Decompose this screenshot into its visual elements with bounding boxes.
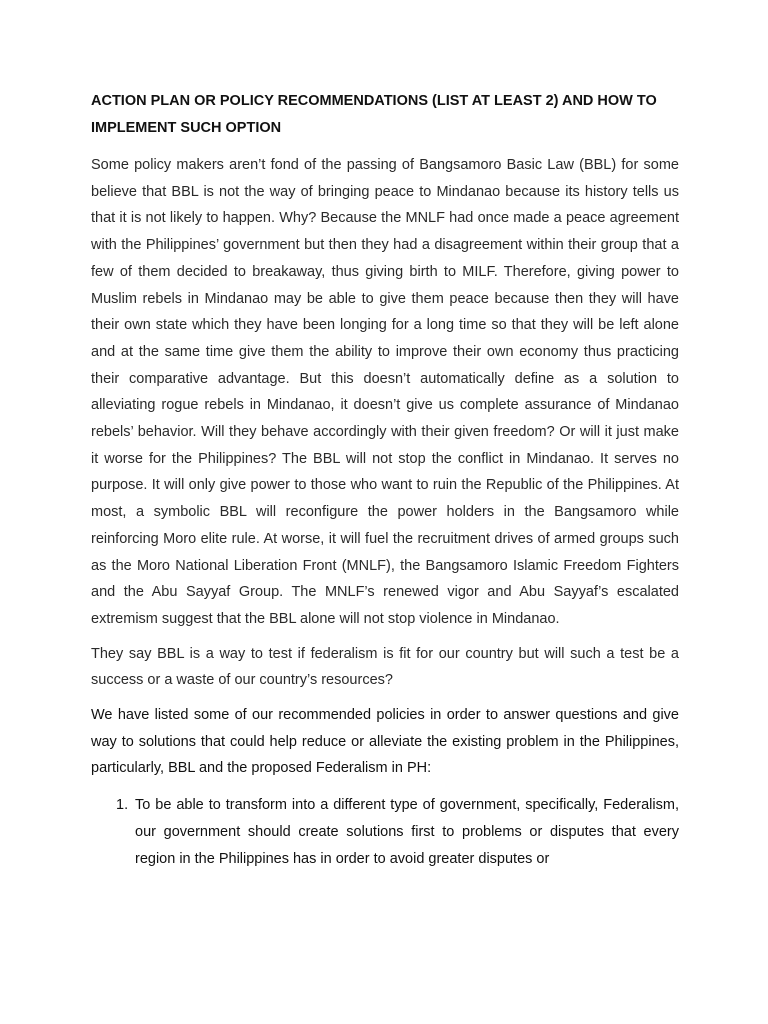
list-item-number: 1. bbox=[116, 797, 129, 814]
paragraph-recommendations-intro: We have listed some of our recommended policies in order to answer questions and give way to solutions that could help reduce or alleviate the existing problem in the Philippines, particularly, BBL and the proposed Federalism in PH: bbox=[91, 707, 679, 777]
document-page bbox=[91, 88, 679, 872]
paragraph-bbl-background: Some policy makers aren’t fond of the passing of Bangsamoro Basic Law (BBL) for some believe that BBL is not the way of bringing peace to Mindanao because its history tells us that it is not likely to happen. Why? Because the MNLF had once made a peace agreement with the Philippines’ government but then they had a disagreement within their group that a few of them decided to breakaway, thus giving birth to MILF. Therefore, giving power to Muslim rebels in Mindanao may be able to give them peace because then they will have their own state which they have been longing for a long time so that they will be left alone and at the same time give them the ability to improve their own economy thus practicing their comparative advantage. But this doesn’t automatically define as a solution to alleviating rogue rebels in Mindanao, it doesn’t give us complete assurance of Mindanao rebels’ behavior. Will they behave accordingly with their given freedom? Or will it just make it worse for the Philippines? The BBL will not stop the conflict in Mindanao. It serves no purpose. It will only give power to those who want to ruin the Republic of the Philippines. At most, a symbolic BBL will reconfigure the power holders in the Bangsamoro while reinforcing Moro elite rule. At worse, it will fuel the recruitment drives of armed groups such as the Moro National Liberation Front (MNLF), the Bangsamoro Islamic Freedom Fighters and the Abu Sayyaf Group. The MNLF’s renewed vigor and Abu Sayyaf’s escalated extremism suggest that the BBL alone will not stop violence in Mindanao. bbox=[91, 157, 679, 627]
section-heading: ACTION PLAN OR POLICY RECOMMENDATIONS (LIST AT LEAST 2) AND HOW TO IMPLEMENT SUCH OPTION bbox=[91, 93, 657, 136]
recommendations-list bbox=[91, 792, 679, 872]
list-item bbox=[91, 792, 679, 872]
paragraph-federalism-test: They say BBL is a way to test if federalism is fit for our country but will such a test be a success or a waste of our country’s resources? bbox=[91, 645, 679, 689]
list-item-text: To be able to transform into a different type of government, specifically, Federalism, our government should create solutions first to problems or disputes that every region in the Philippines has in order to avoid greater disputes or bbox=[135, 797, 679, 867]
